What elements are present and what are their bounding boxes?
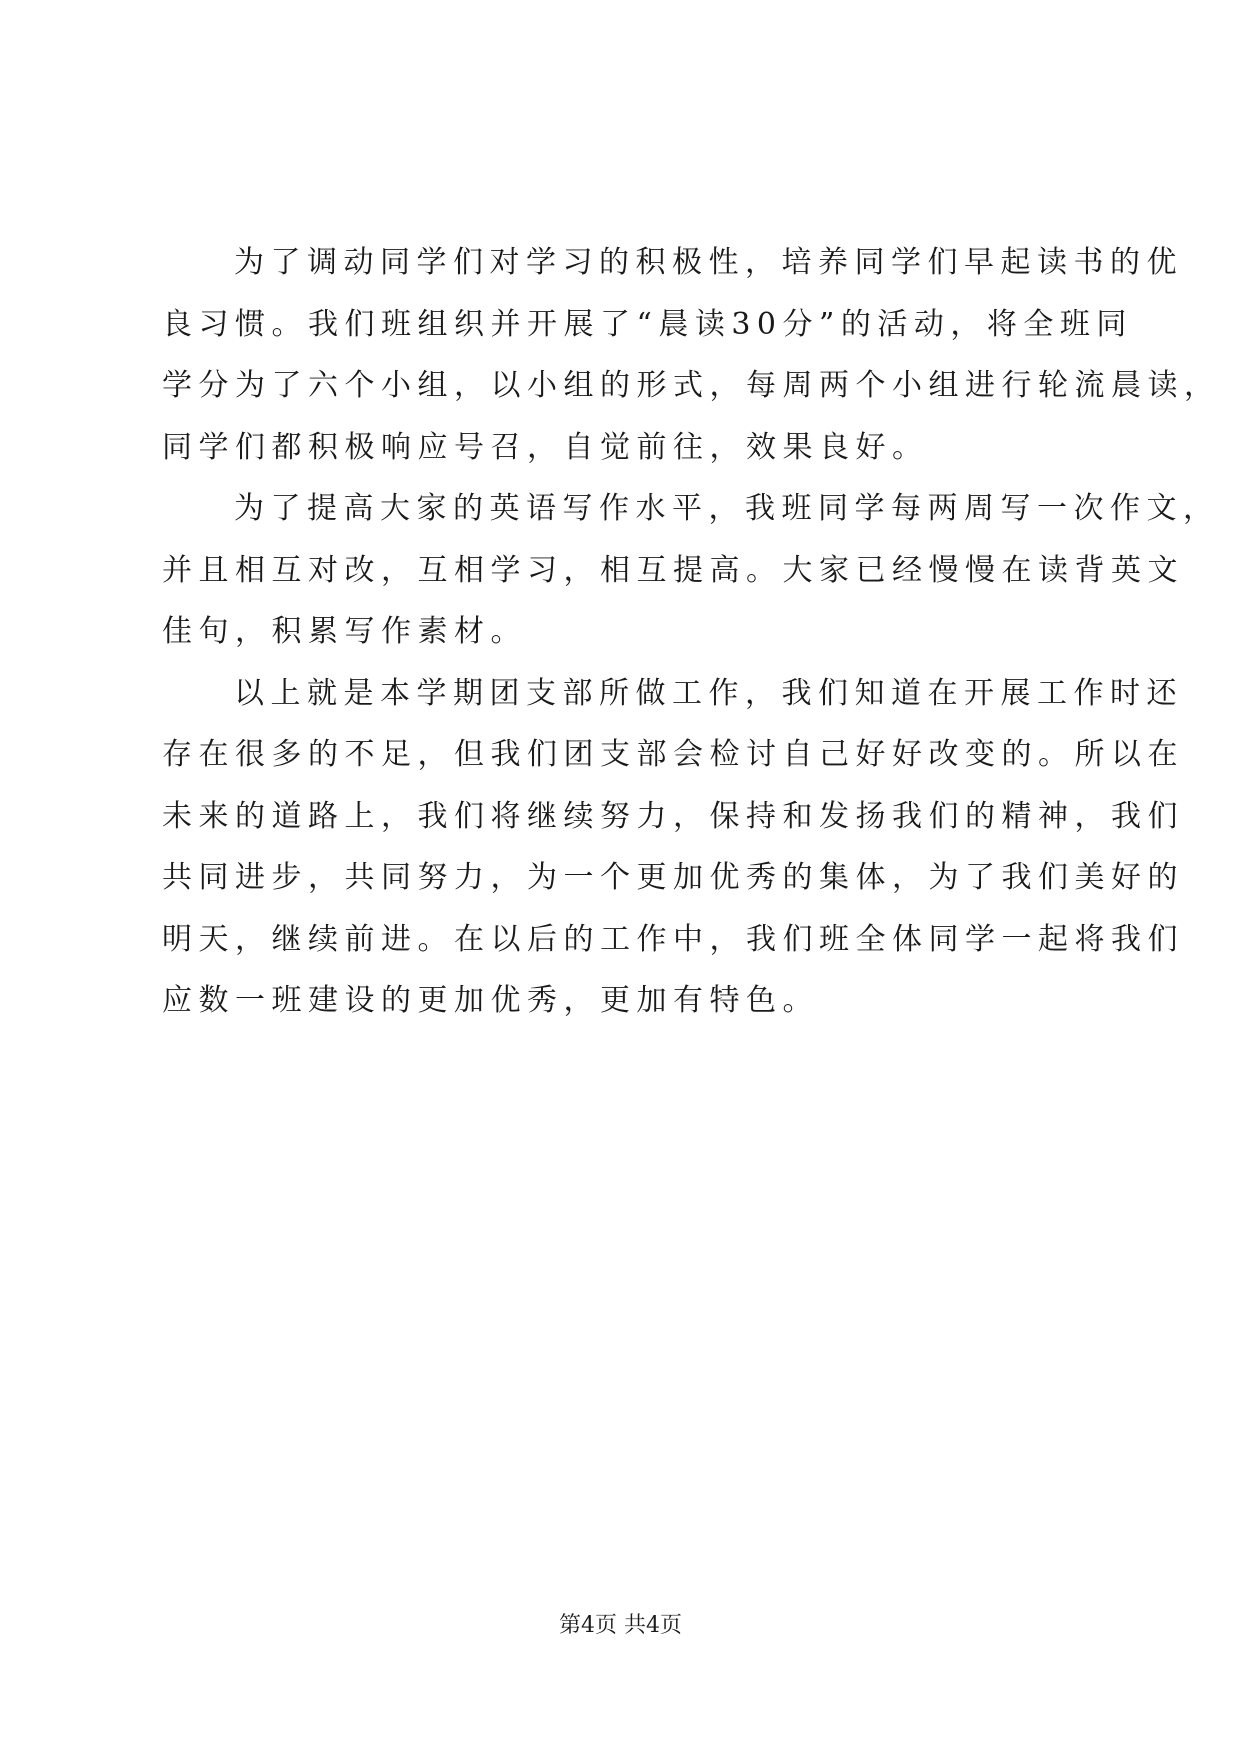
paragraph-line: 以上就是本学期团支部所做工作，我们知道在开展工作时还 (234, 675, 1183, 711)
paragraph-line: 共同进步，共同努力，为一个更加优秀的集体，为了我们美好的 (162, 860, 1184, 895)
paragraph-2 (162, 478, 1220, 663)
paragraph-line: 学分为了六个小组，以小组的形式，每周两个小组进行轮流晨读， (162, 368, 1221, 403)
paragraph-line: 并且相互对改，互相学习，相互提高。大家已经慢慢在读背英文 (162, 552, 1184, 588)
paragraph-1 (162, 232, 1221, 478)
paragraph-line: 未来的道路上，我们将继续努力，保持和发扬我们的精神，我们 (162, 798, 1184, 834)
paragraph-line: 佳句，积累写作素材。 (162, 614, 527, 649)
paragraph-line: 为了提高大家的英语写作水平，我班同学每两周写一次作文， (234, 491, 1220, 526)
paragraph-3 (162, 663, 1184, 1032)
paragraph-line: 良习惯。我们班组织并开展了“晨读30分”的活动，将全班同 (162, 306, 1133, 342)
paragraph-line: 应数一班建设的更加优秀，更加有特色。 (162, 983, 819, 1018)
paragraph-line: 存在很多的不足，但我们团支部会检讨自己好好改变的。所以在 (162, 737, 1184, 772)
page-footer: 第4页 共4页 (559, 1613, 682, 1638)
paragraph-line: 同学们都积极响应号召，自觉前往，效果良好。 (162, 429, 929, 465)
paragraph-line: 为了调动同学们对学习的积极性，培养同学们早起读书的优 (234, 245, 1183, 280)
paragraph-line: 明天，继续前进。在以后的工作中，我们班全体同学一起将我们 (162, 921, 1184, 957)
body-text (162, 232, 1221, 1032)
